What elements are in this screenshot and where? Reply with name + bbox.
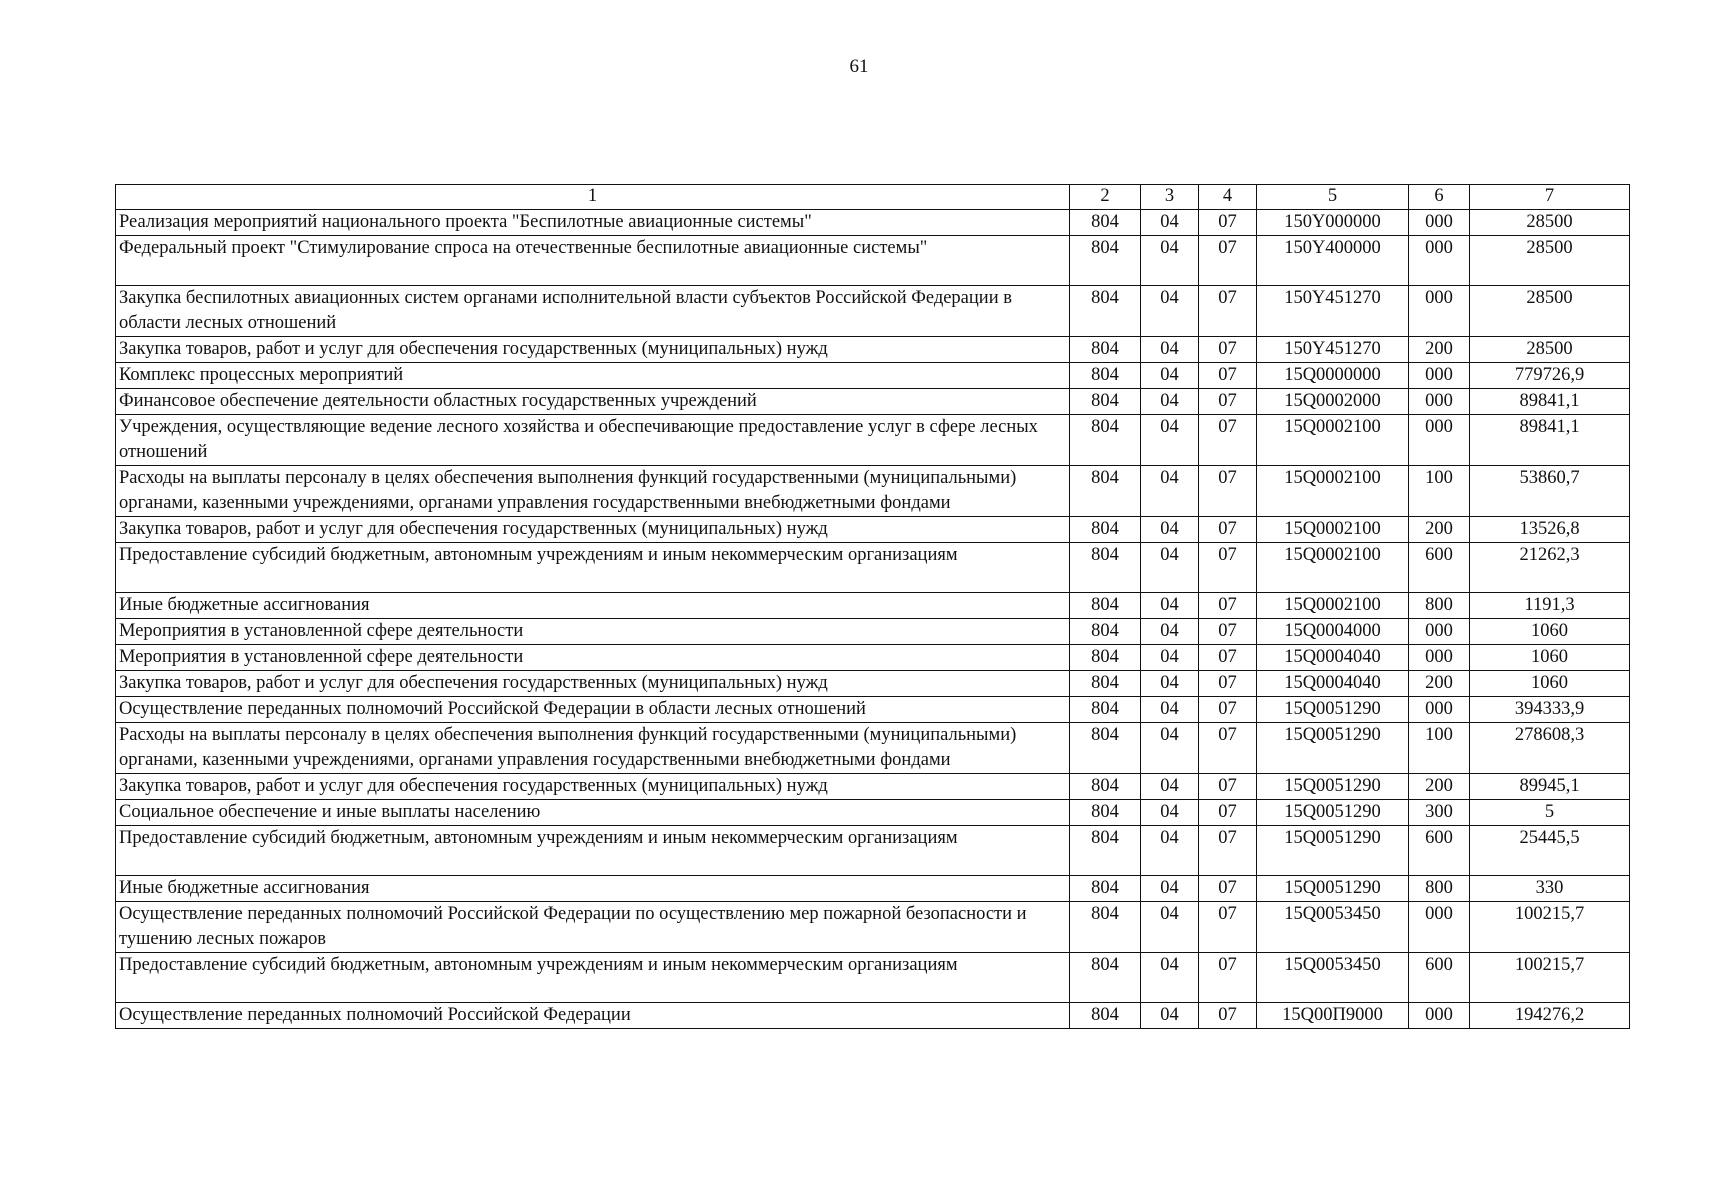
row-subsection: 07 bbox=[1199, 337, 1257, 363]
row-target-article: 15Q0002100 bbox=[1257, 517, 1409, 543]
row-target-article: 15Q0000000 bbox=[1257, 363, 1409, 389]
row-section: 04 bbox=[1141, 337, 1199, 363]
row-amount: 13526,8 bbox=[1470, 517, 1630, 543]
row-section: 04 bbox=[1141, 902, 1199, 953]
header-col-4: 4 bbox=[1199, 185, 1257, 210]
row-section: 04 bbox=[1141, 415, 1199, 466]
row-name: Финансовое обеспечение деятельности областных государственных учреждений bbox=[116, 389, 1070, 415]
table-row bbox=[116, 953, 1630, 1003]
table-row bbox=[116, 593, 1630, 619]
header-col-7: 7 bbox=[1470, 185, 1630, 210]
row-target-article: 15Q0053450 bbox=[1257, 953, 1409, 1003]
row-expense-type: 200 bbox=[1409, 337, 1470, 363]
row-ministry-code: 804 bbox=[1070, 210, 1141, 236]
header-col-1: 1 bbox=[116, 185, 1070, 210]
row-subsection: 07 bbox=[1199, 826, 1257, 876]
row-ministry-code: 804 bbox=[1070, 876, 1141, 902]
table-row bbox=[116, 902, 1630, 953]
row-expense-type: 000 bbox=[1409, 210, 1470, 236]
row-section: 04 bbox=[1141, 671, 1199, 697]
row-name: Комплекс процессных мероприятий bbox=[116, 363, 1070, 389]
row-ministry-code: 804 bbox=[1070, 466, 1141, 517]
row-ministry-code: 804 bbox=[1070, 697, 1141, 723]
row-expense-type: 100 bbox=[1409, 723, 1470, 774]
row-expense-type: 000 bbox=[1409, 389, 1470, 415]
row-section: 04 bbox=[1141, 645, 1199, 671]
row-amount: 779726,9 bbox=[1470, 363, 1630, 389]
table-row bbox=[116, 210, 1630, 236]
row-subsection: 07 bbox=[1199, 543, 1257, 593]
row-expense-type: 000 bbox=[1409, 286, 1470, 337]
row-target-article: 15Q0002100 bbox=[1257, 466, 1409, 517]
row-name: Федеральный проект "Стимулирование спроса на отечественные беспилотные авиационные системы" bbox=[116, 236, 1070, 286]
header-col-2: 2 bbox=[1070, 185, 1141, 210]
row-ministry-code: 804 bbox=[1070, 645, 1141, 671]
table-row bbox=[116, 1003, 1630, 1029]
table-row bbox=[116, 543, 1630, 593]
row-amount: 89945,1 bbox=[1470, 774, 1630, 800]
row-ministry-code: 804 bbox=[1070, 800, 1141, 826]
row-subsection: 07 bbox=[1199, 774, 1257, 800]
row-name: Закупка беспилотных авиационных систем органами исполнительной власти субъектов Российской Федерации в области лесных отношений bbox=[116, 286, 1070, 337]
row-section: 04 bbox=[1141, 774, 1199, 800]
row-ministry-code: 804 bbox=[1070, 826, 1141, 876]
row-expense-type: 000 bbox=[1409, 697, 1470, 723]
row-section: 04 bbox=[1141, 876, 1199, 902]
row-subsection: 07 bbox=[1199, 466, 1257, 517]
row-ministry-code: 804 bbox=[1070, 236, 1141, 286]
header-row bbox=[116, 185, 1630, 210]
row-amount: 1060 bbox=[1470, 671, 1630, 697]
row-name: Осуществление переданных полномочий Российской Федерации в области лесных отношений bbox=[116, 697, 1070, 723]
row-name: Учреждения, осуществляющие ведение лесного хозяйства и обеспечивающие предоставление услуг в сфере лесных отношений bbox=[116, 415, 1070, 466]
row-ministry-code: 804 bbox=[1070, 593, 1141, 619]
row-section: 04 bbox=[1141, 466, 1199, 517]
row-subsection: 07 bbox=[1199, 286, 1257, 337]
row-target-article: 15Q0004040 bbox=[1257, 645, 1409, 671]
row-target-article: 15Q0051290 bbox=[1257, 697, 1409, 723]
row-expense-type: 200 bbox=[1409, 671, 1470, 697]
row-amount: 1191,3 bbox=[1470, 593, 1630, 619]
row-subsection: 07 bbox=[1199, 210, 1257, 236]
row-expense-type: 800 bbox=[1409, 593, 1470, 619]
row-expense-type: 200 bbox=[1409, 774, 1470, 800]
header-col-5: 5 bbox=[1257, 185, 1409, 210]
row-name: Мероприятия в установленной сфере деятельности bbox=[116, 619, 1070, 645]
row-amount: 53860,7 bbox=[1470, 466, 1630, 517]
row-target-article: 15Q0002100 bbox=[1257, 543, 1409, 593]
row-subsection: 07 bbox=[1199, 645, 1257, 671]
row-amount: 89841,1 bbox=[1470, 389, 1630, 415]
row-section: 04 bbox=[1141, 210, 1199, 236]
row-amount: 28500 bbox=[1470, 337, 1630, 363]
row-subsection: 07 bbox=[1199, 389, 1257, 415]
row-ministry-code: 804 bbox=[1070, 517, 1141, 543]
table-row bbox=[116, 415, 1630, 466]
row-expense-type: 000 bbox=[1409, 619, 1470, 645]
row-amount: 28500 bbox=[1470, 210, 1630, 236]
row-subsection: 07 bbox=[1199, 876, 1257, 902]
table-row bbox=[116, 697, 1630, 723]
row-section: 04 bbox=[1141, 286, 1199, 337]
table-row bbox=[116, 723, 1630, 774]
row-section: 04 bbox=[1141, 236, 1199, 286]
table-row bbox=[116, 826, 1630, 876]
row-subsection: 07 bbox=[1199, 517, 1257, 543]
row-target-article: 15Q0002100 bbox=[1257, 593, 1409, 619]
table-row bbox=[116, 466, 1630, 517]
row-section: 04 bbox=[1141, 723, 1199, 774]
row-expense-type: 000 bbox=[1409, 236, 1470, 286]
row-amount: 89841,1 bbox=[1470, 415, 1630, 466]
row-expense-type: 600 bbox=[1409, 826, 1470, 876]
row-expense-type: 100 bbox=[1409, 466, 1470, 517]
row-subsection: 07 bbox=[1199, 415, 1257, 466]
row-amount: 1060 bbox=[1470, 645, 1630, 671]
row-name: Закупка товаров, работ и услуг для обеспечения государственных (муниципальных) нужд bbox=[116, 774, 1070, 800]
row-target-article: 150Y400000 bbox=[1257, 236, 1409, 286]
table-row bbox=[116, 671, 1630, 697]
row-section: 04 bbox=[1141, 593, 1199, 619]
row-subsection: 07 bbox=[1199, 902, 1257, 953]
row-amount: 21262,3 bbox=[1470, 543, 1630, 593]
row-expense-type: 200 bbox=[1409, 517, 1470, 543]
row-amount: 25445,5 bbox=[1470, 826, 1630, 876]
row-subsection: 07 bbox=[1199, 723, 1257, 774]
row-target-article: 150Y451270 bbox=[1257, 286, 1409, 337]
row-target-article: 15Q0004040 bbox=[1257, 671, 1409, 697]
table-row bbox=[116, 363, 1630, 389]
row-amount: 5 bbox=[1470, 800, 1630, 826]
row-amount: 100215,7 bbox=[1470, 953, 1630, 1003]
row-name: Предоставление субсидий бюджетным, автономным учреждениям и иным некоммерческим организациям bbox=[116, 826, 1070, 876]
row-section: 04 bbox=[1141, 363, 1199, 389]
row-ministry-code: 804 bbox=[1070, 286, 1141, 337]
row-target-article: 150Y451270 bbox=[1257, 337, 1409, 363]
row-amount: 330 bbox=[1470, 876, 1630, 902]
row-target-article: 15Q0051290 bbox=[1257, 876, 1409, 902]
row-ministry-code: 804 bbox=[1070, 671, 1141, 697]
row-name: Иные бюджетные ассигнования bbox=[116, 593, 1070, 619]
row-name: Осуществление переданных полномочий Российской Федерации bbox=[116, 1003, 1070, 1029]
row-name: Закупка товаров, работ и услуг для обеспечения государственных (муниципальных) нужд bbox=[116, 671, 1070, 697]
row-expense-type: 300 bbox=[1409, 800, 1470, 826]
row-name: Закупка товаров, работ и услуг для обеспечения государственных (муниципальных) нужд bbox=[116, 337, 1070, 363]
row-subsection: 07 bbox=[1199, 953, 1257, 1003]
row-name: Расходы на выплаты персоналу в целях обеспечения выполнения функций государственными (муниципальными) органами, казенными учреждениями, органами управления государственными внебюджетными фондами bbox=[116, 723, 1070, 774]
row-section: 04 bbox=[1141, 800, 1199, 826]
row-expense-type: 000 bbox=[1409, 363, 1470, 389]
row-expense-type: 600 bbox=[1409, 543, 1470, 593]
row-target-article: 15Q0051290 bbox=[1257, 774, 1409, 800]
row-amount: 100215,7 bbox=[1470, 902, 1630, 953]
row-ministry-code: 804 bbox=[1070, 619, 1141, 645]
row-expense-type: 000 bbox=[1409, 902, 1470, 953]
row-section: 04 bbox=[1141, 517, 1199, 543]
row-subsection: 07 bbox=[1199, 800, 1257, 826]
row-amount: 394333,9 bbox=[1470, 697, 1630, 723]
row-ministry-code: 804 bbox=[1070, 415, 1141, 466]
row-amount: 278608,3 bbox=[1470, 723, 1630, 774]
row-amount: 28500 bbox=[1470, 236, 1630, 286]
row-name: Закупка товаров, работ и услуг для обеспечения государственных (муниципальных) нужд bbox=[116, 517, 1070, 543]
row-name: Социальное обеспечение и иные выплаты населению bbox=[116, 800, 1070, 826]
row-ministry-code: 804 bbox=[1070, 902, 1141, 953]
row-expense-type: 600 bbox=[1409, 953, 1470, 1003]
row-amount: 1060 bbox=[1470, 619, 1630, 645]
row-target-article: 15Q0002100 bbox=[1257, 415, 1409, 466]
row-name: Предоставление субсидий бюджетным, автономным учреждениям и иным некоммерческим организациям bbox=[116, 953, 1070, 1003]
row-target-article: 15Q0051290 bbox=[1257, 800, 1409, 826]
table-row bbox=[116, 236, 1630, 286]
row-name: Реализация мероприятий национального проекта "Беспилотные авиационные системы" bbox=[116, 210, 1070, 236]
row-section: 04 bbox=[1141, 389, 1199, 415]
row-subsection: 07 bbox=[1199, 671, 1257, 697]
row-section: 04 bbox=[1141, 543, 1199, 593]
row-expense-type: 000 bbox=[1409, 1003, 1470, 1029]
row-ministry-code: 804 bbox=[1070, 953, 1141, 1003]
row-expense-type: 000 bbox=[1409, 415, 1470, 466]
table-row bbox=[116, 286, 1630, 337]
row-ministry-code: 804 bbox=[1070, 1003, 1141, 1029]
row-section: 04 bbox=[1141, 1003, 1199, 1029]
row-ministry-code: 804 bbox=[1070, 723, 1141, 774]
row-ministry-code: 804 bbox=[1070, 337, 1141, 363]
header-col-3: 3 bbox=[1141, 185, 1199, 210]
row-subsection: 07 bbox=[1199, 619, 1257, 645]
row-target-article: 15Q0053450 bbox=[1257, 902, 1409, 953]
table-row bbox=[116, 619, 1630, 645]
row-ministry-code: 804 bbox=[1070, 363, 1141, 389]
row-section: 04 bbox=[1141, 697, 1199, 723]
page-number: 61 bbox=[849, 56, 869, 77]
row-subsection: 07 bbox=[1199, 697, 1257, 723]
row-target-article: 15Q0051290 bbox=[1257, 723, 1409, 774]
row-subsection: 07 bbox=[1199, 593, 1257, 619]
row-amount: 194276,2 bbox=[1470, 1003, 1630, 1029]
row-ministry-code: 804 bbox=[1070, 543, 1141, 593]
row-target-article: 15Q00П9000 bbox=[1257, 1003, 1409, 1029]
row-subsection: 07 bbox=[1199, 363, 1257, 389]
row-name: Иные бюджетные ассигнования bbox=[116, 876, 1070, 902]
row-name: Расходы на выплаты персоналу в целях обеспечения выполнения функций государственными (муниципальными) органами, казенными учреждениями, органами управления государственными внебюджетными фондами bbox=[116, 466, 1070, 517]
row-target-article: 15Q0002000 bbox=[1257, 389, 1409, 415]
table-row bbox=[116, 337, 1630, 363]
row-expense-type: 000 bbox=[1409, 645, 1470, 671]
table-row bbox=[116, 800, 1630, 826]
row-ministry-code: 804 bbox=[1070, 774, 1141, 800]
header-col-6: 6 bbox=[1409, 185, 1470, 210]
row-expense-type: 800 bbox=[1409, 876, 1470, 902]
row-target-article: 150Y000000 bbox=[1257, 210, 1409, 236]
row-target-article: 15Q0004000 bbox=[1257, 619, 1409, 645]
row-amount: 28500 bbox=[1470, 286, 1630, 337]
table-row bbox=[116, 774, 1630, 800]
row-subsection: 07 bbox=[1199, 1003, 1257, 1029]
row-name: Мероприятия в установленной сфере деятельности bbox=[116, 645, 1070, 671]
table-row bbox=[116, 389, 1630, 415]
table-row bbox=[116, 517, 1630, 543]
row-name: Осуществление переданных полномочий Российской Федерации по осуществлению мер пожарной безопасности и тушению лесных пожаров bbox=[116, 902, 1070, 953]
row-ministry-code: 804 bbox=[1070, 389, 1141, 415]
row-section: 04 bbox=[1141, 953, 1199, 1003]
table-row bbox=[116, 645, 1630, 671]
row-name: Предоставление субсидий бюджетным, автономным учреждениям и иным некоммерческим организациям bbox=[116, 543, 1070, 593]
row-section: 04 bbox=[1141, 619, 1199, 645]
table-row bbox=[116, 876, 1630, 902]
row-subsection: 07 bbox=[1199, 236, 1257, 286]
row-section: 04 bbox=[1141, 826, 1199, 876]
budget-table bbox=[115, 184, 1630, 1029]
row-target-article: 15Q0051290 bbox=[1257, 826, 1409, 876]
